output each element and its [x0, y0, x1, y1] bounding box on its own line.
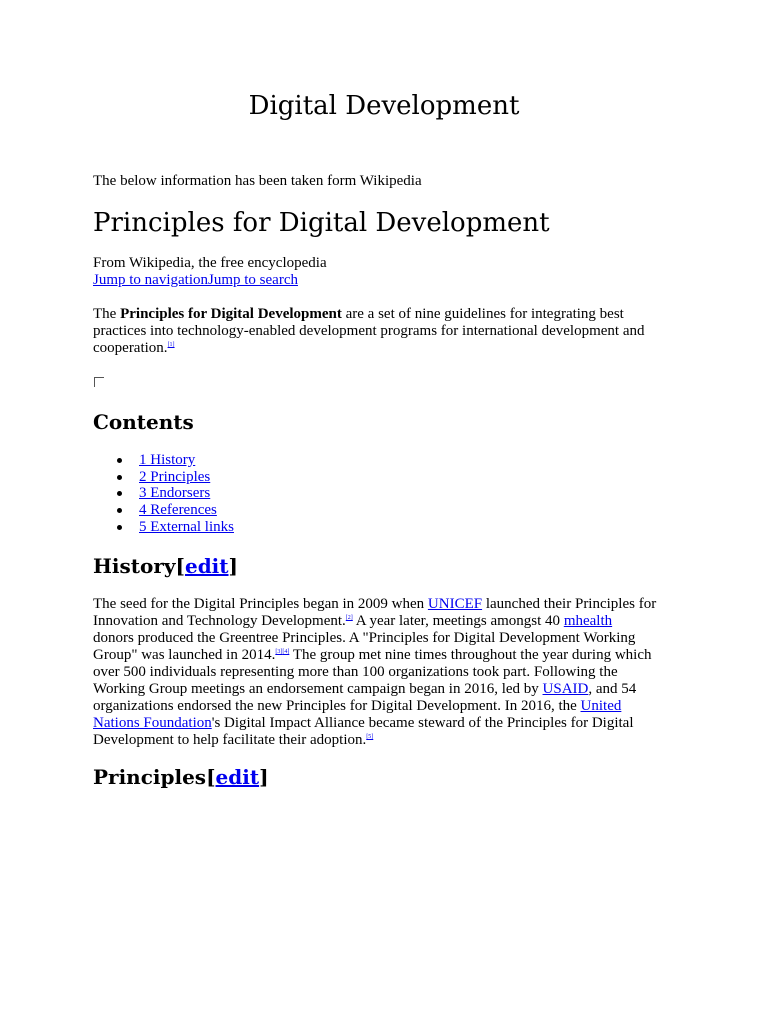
history-edit-link[interactable]: edit [184, 554, 229, 578]
intro-text: cooperation. [93, 340, 168, 356]
united-nations-foundation-link[interactable]: Nations Foundation [93, 715, 212, 731]
history-text: Development to help facilitate their adoption. [93, 732, 367, 748]
unicef-link[interactable]: UNICEF [427, 596, 483, 612]
toc-link-references[interactable]: 4 References [139, 502, 217, 519]
jump-links [93, 272, 298, 289]
united-nations-foundation-link[interactable]: United [580, 698, 622, 714]
history-text: Working Group meetings an endorsement campaign began in 2016, led by [93, 681, 543, 697]
history-text: The group met nine times throughout the year during which [289, 647, 652, 663]
principles-heading [93, 763, 269, 791]
bullet-icon [117, 491, 122, 496]
citation-link[interactable]: [1] [167, 342, 175, 348]
toc-link-endorsers[interactable]: 3 Endorsers [139, 485, 211, 502]
bracket: ] [259, 765, 269, 789]
history-text: Group" was launched in 2014. [93, 647, 276, 663]
history-text: launched their Principles for [482, 596, 657, 612]
principles-heading-text: Principles [93, 765, 207, 789]
intro-text: are a set of nine guidelines for integrating best [341, 306, 624, 322]
citation-link[interactable]: [2] [345, 615, 353, 621]
citation-link[interactable]: [4] [282, 649, 290, 655]
jump-to-search-link[interactable]: Jump to search [208, 272, 298, 288]
intro-text: The [93, 306, 121, 322]
toc-link-history[interactable]: 1 History [139, 452, 196, 468]
citation-link[interactable]: [3] [275, 649, 283, 655]
toc-link-principles[interactable]: 2 Principles [139, 468, 211, 485]
document-title: Digital Development [248, 91, 520, 121]
bracket: ] [228, 554, 238, 578]
history-text: , and 54 [588, 681, 637, 697]
bullet-icon [117, 475, 122, 480]
toc-item [93, 452, 234, 469]
history-text: over 500 individuals representing more than 100 organizations took part. Following the [93, 664, 618, 680]
history-text: A year later, meetings amongst 40 [352, 613, 564, 629]
history-heading-text: History [93, 554, 176, 578]
toc-item [93, 485, 234, 502]
history-text: Innovation and Technology Development. [93, 613, 346, 629]
table-of-contents [93, 452, 234, 535]
toc-link-external-links[interactable]: 5 External links [139, 518, 234, 535]
intro-text: practices into technology-enabled development programs for international development and [93, 323, 645, 339]
jump-to-navigation-link[interactable]: Jump to navigation [93, 272, 208, 288]
usaid-link[interactable]: USAID [542, 681, 589, 697]
history-paragraph [93, 596, 693, 749]
citation-link[interactable]: [5] [366, 734, 374, 740]
bracket: [ [175, 554, 185, 578]
from-wikipedia-line: From Wikipedia, the free encyclopedia [93, 255, 327, 271]
mhealth-link[interactable]: mhealth [563, 613, 613, 629]
intro-bold-term: Principles for Digital Development [120, 306, 342, 322]
bracket: [ [206, 765, 216, 789]
toc-item [93, 502, 234, 519]
toc-item [93, 469, 234, 486]
intro-paragraph [93, 306, 683, 357]
history-heading [93, 552, 238, 580]
bullet-icon [117, 508, 122, 513]
history-text: The seed for the Digital Principles began in 2009 when [93, 596, 428, 612]
source-note: The below information has been taken form Wikipedia [93, 173, 422, 189]
toc-item [93, 519, 234, 536]
bullet-icon [117, 525, 122, 530]
broken-image-icon [94, 377, 104, 387]
history-text: organizations endorsed the new Principles for Digital Development. In 2016, the [93, 698, 581, 714]
article-title: Principles for Digital Development [93, 208, 550, 238]
principles-edit-link[interactable]: edit [215, 765, 260, 789]
history-text: donors produced the Greentree Principles. A "Principles for Digital Development Working [93, 630, 636, 646]
contents-heading: Contents [93, 410, 194, 434]
bullet-icon [117, 458, 122, 463]
history-text: 's Digital Impact Alliance became steward of the Principles for Digital [211, 715, 634, 731]
